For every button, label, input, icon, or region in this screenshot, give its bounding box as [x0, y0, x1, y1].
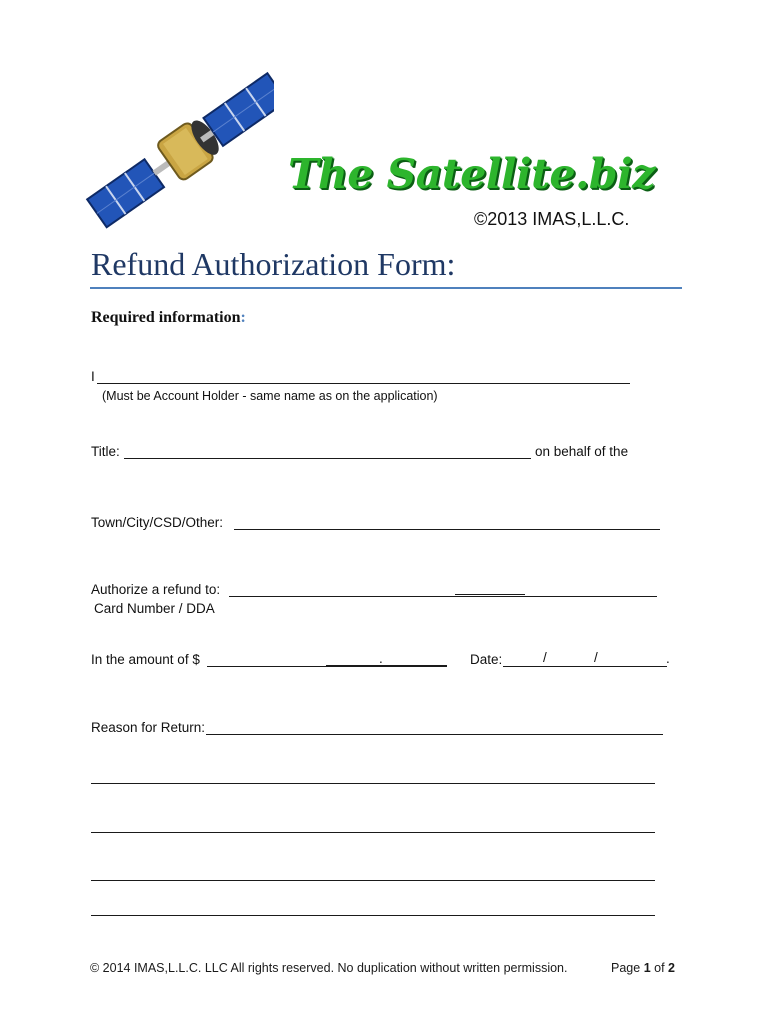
date-end: . [666, 651, 670, 666]
card-number-field[interactable] [229, 596, 657, 597]
reason-line-2[interactable] [91, 783, 655, 784]
reason-line-3[interactable] [91, 832, 655, 833]
amount-emphasis [326, 665, 447, 667]
page-prefix: Page [611, 961, 641, 975]
town-field[interactable] [234, 529, 660, 530]
brand-copyright: ©2013 IMAS,L.L.C. [474, 209, 630, 229]
page-current: 1 [643, 961, 651, 975]
reason-line-5[interactable] [91, 915, 655, 916]
date-separator-2: / [594, 650, 598, 665]
behalf-text: on behalf of the [535, 444, 629, 459]
reason-field[interactable] [206, 734, 663, 735]
town-label: Town/City/CSD/Other: [91, 515, 224, 530]
required-info-label: Required information [91, 309, 241, 326]
date-separator-1: / [543, 650, 547, 665]
reason-line-4[interactable] [91, 880, 655, 881]
page-total: 2 [668, 961, 675, 975]
holder-prefix: I [91, 369, 95, 384]
card-number-segment [455, 594, 525, 595]
card-number-label: Card Number / DDA [94, 601, 215, 616]
page-of: of [654, 961, 665, 975]
authorize-label: Authorize a refund to: [91, 582, 221, 597]
reason-label: Reason for Return: [91, 720, 206, 735]
title-field[interactable] [124, 458, 531, 459]
required-info-heading [91, 309, 246, 327]
title-label: Title: [91, 444, 120, 459]
holder-name-field[interactable] [97, 383, 630, 384]
required-info-colon: : [240, 309, 246, 326]
brand-title: The Satellite.biz [288, 150, 655, 198]
holder-note: (Must be Account Holder - same name as on the application) [102, 389, 438, 403]
title-divider [90, 287, 682, 289]
form-title: Refund Authorization Form: [91, 246, 456, 282]
date-label: Date: [470, 652, 503, 667]
page-indicator [611, 961, 675, 975]
amount-label: In the amount of $ [91, 652, 200, 667]
date-field[interactable] [503, 666, 667, 667]
amount-decimal: . [379, 651, 383, 666]
footer-rights: © 2014 IMAS,L.L.C. LLC All rights reserved. No duplication without written permission. [90, 961, 568, 975]
satellite-logo-icon [84, 66, 274, 236]
